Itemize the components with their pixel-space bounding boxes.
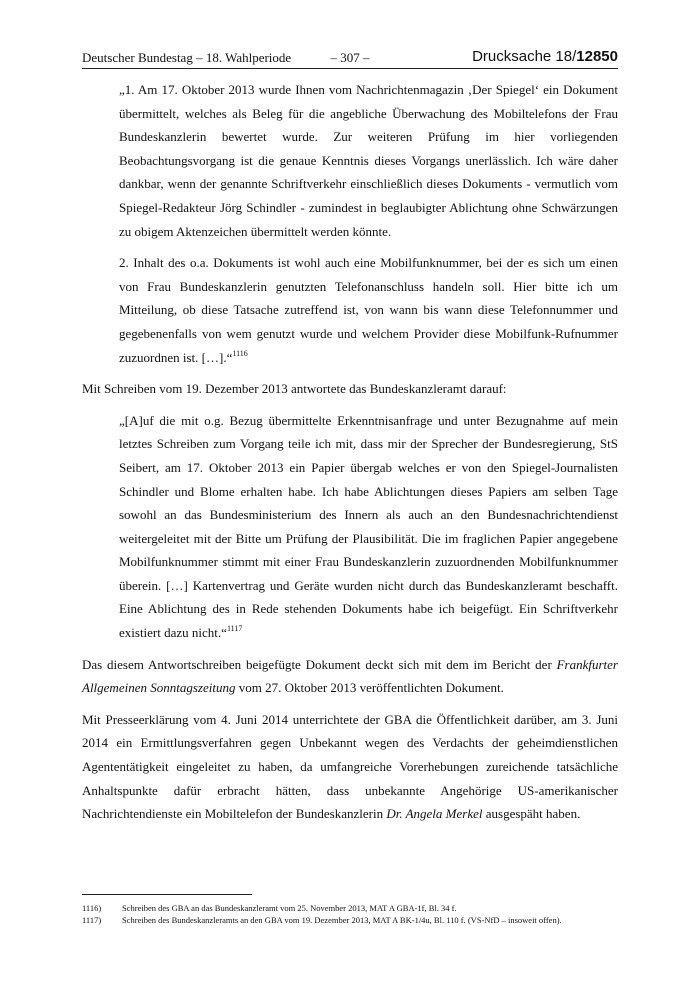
page-header: [82, 48, 618, 69]
paragraph-attached-document: [82, 653, 618, 700]
document-body: [82, 78, 618, 834]
paragraph-4-text-b: ausgespäht haben.: [482, 806, 581, 822]
drucksache-label: Drucksache 18/: [472, 48, 577, 65]
paragraph-3-text-a: Das diesem Antwortschreiben beigefügte Dokument deckt sich mit dem im Bericht der: [82, 656, 557, 672]
intro-paragraph: Mit Schreiben vom 19. Dezember 2013 antwortete das Bundeskanzleramt darauf:: [82, 381, 507, 397]
paragraph-4-text-a: Mit Presseerklärung vom 4. Juni 2014 unterrichtete der GBA die Öffentlichkeit darüber, am 3. Juni 2014 ein Ermittlungsverfahren gegen Unbekannt wegen des Verdachts der geheimdienstlichen Agententätigkeit eingeleitet zu haben, da umfangreiche Vorerhebungen zureichende tatsächliche Anhaltspunkte dafür erbracht hätten, dass unbekannte Angehörige US-amerikanischer Nachrichtendienste ein Mobiltelefon der Bundeskanzlerin: [82, 711, 618, 822]
drucksache-number: 12850: [576, 48, 618, 65]
header-page-number: – 307 –: [330, 50, 370, 65]
quote-paragraph-3: [119, 409, 618, 645]
footnote-reference-1117: 1117: [226, 624, 243, 634]
person-name: Dr. Angela Merkel: [386, 806, 483, 822]
footnote-text: Schreiben des GBA an das Bundeskanzleramt vom 25. November 2013, MAT A GBA-1f, Bl. 34 f.: [122, 903, 457, 913]
newspaper-title: Frankfurter Allgemeinen Sonntagszeitung: [82, 656, 618, 696]
header-drucksache: [472, 48, 618, 65]
footnote-reference-1116: 1116: [232, 348, 248, 358]
quote-paragraph-2-text: 2. Inhalt des o.a. Dokuments ist wohl auch eine Mobilfunknummer, bei der es sich um einen von Frau Bundeskanzlerin genutzten Telefonanschluss handeln soll. Hier bitte ich um Mitteilung, ob diese Tatsache zutreffend ist, von wann bis wann diese Telefonnummer und gegebenenfalls von wem genutzt wurde und welchem Provider diese Mobilfunk-Rufnummer zuzuordnen ist. […].“: [119, 255, 618, 365]
footnote-number: 1117): [82, 915, 102, 925]
paragraph-press-release: [82, 708, 618, 826]
footnote-text: Schreiben des Bundeskanzleramts an den GBA vom 19. Dezember 2013, MAT A BK-1/4u, Bl. 110 f. (VS-NfD – insoweit offen).: [122, 915, 562, 925]
quote-paragraph-3-text: „[A]uf die mit o.g. Bezug übermittelte Erkenntnisanfrage und unter Bezugnahme auf mein letztes Schreiben zum Vorgang teile ich mit, dass mir der Sprecher der Bundesregierung, StS Seibert, am 17. Oktober 2013 ein Papier übergab welches er von den Spiegel-Journalisten Schindler und Blome erhalten habe. Ich habe Ablichtungen dieses Papiers am selben Tage sowohl an das Bundesministerium des Innern als auch an den Bundesnachrichtendienst weitergeleitet mit der Bitte um Prüfung der Plausibilität. Die im fraglichen Papier angegebene Mobilfunknummer stimmt mit einer Frau Bundeskanzlerin zuzuordnenden Mobilfunknummer überein. […] Kartenvertrag und Geräte wurden nicht durch das Bundeskanzleramt beschafft. Eine Ablichtung des in Rede stehenden Dokuments habe ich beigefügt. Ein Schriftverkehr existiert dazu nicht.“: [119, 412, 618, 641]
header-parliament-term: Deutscher Bundestag – 18. Wahlperiode: [82, 50, 292, 65]
paragraph-3-text-b: vom 27. Oktober 2013 veröffentlichten Dokument.: [235, 680, 504, 696]
quote-paragraph-1: „1. Am 17. Oktober 2013 wurde Ihnen vom Nachrichtenmagazin ‚Der Spiegel‘ ein Dokument übermittelt, welches als Beleg für die angebliche Überwachung des Mobiltelefons der Frau Bundeskanzlerin bewertet wurde. Zur weiteren Prüfung im hier vorliegenden Beobachtungsvorgang ist die genaue Kenntnis dieses Vorgangs unerlässlich. Ich wäre daher dankbar, wenn der genannte Schriftverkehr einschließlich dieses Dokuments - vermutlich vom Spiegel-Redakteur Jörg Schindler - zumindest in beglaubigter Ablichtung ohne Schwärzungen zu obigem Aktenzeichen übermittelt werden könnte.: [119, 82, 618, 239]
quote-paragraph-2: [119, 251, 618, 369]
footnote-1116: [82, 902, 618, 914]
footnote-number: 1116): [82, 903, 102, 913]
footnote-divider: [82, 894, 252, 895]
footnote-1117: [82, 914, 618, 926]
footnotes: [82, 894, 618, 926]
